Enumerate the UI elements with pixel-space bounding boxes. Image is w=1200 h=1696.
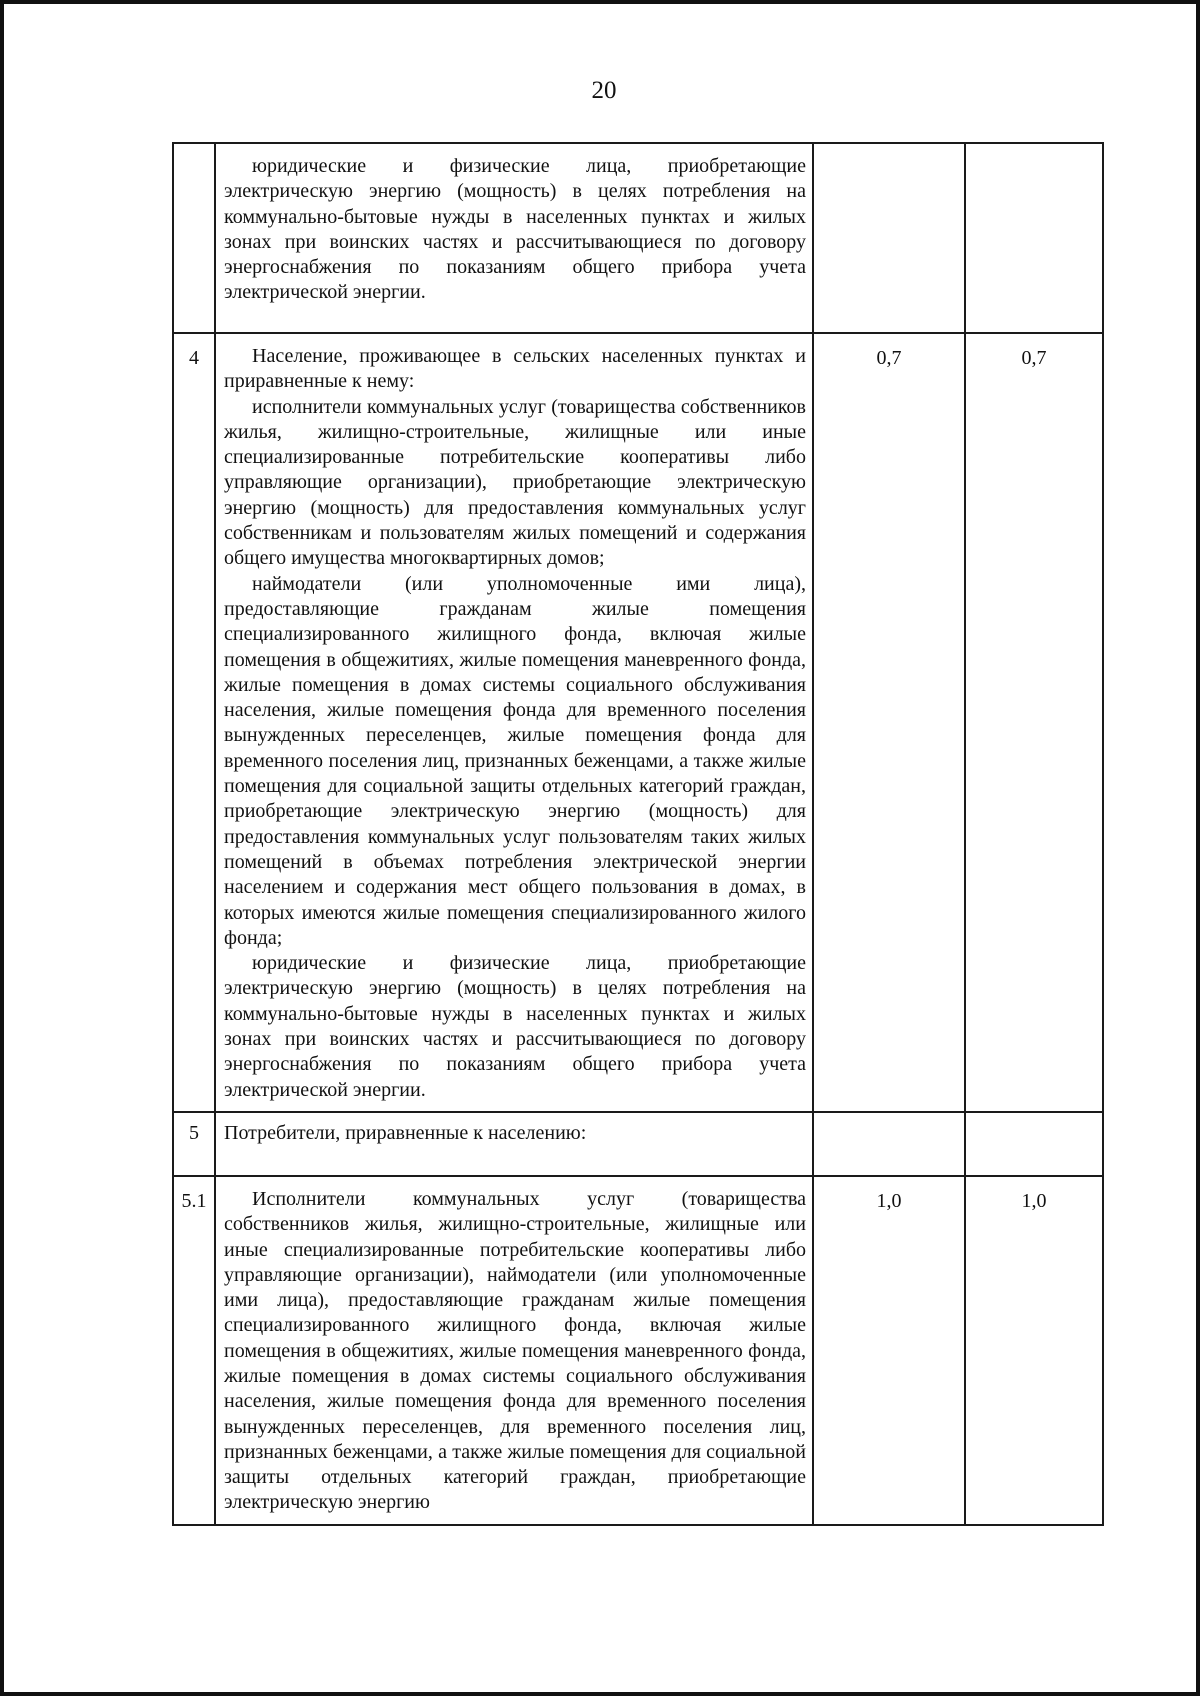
paragraph: юридические и физические лица, приобретающие электрическую энергию (мощность) в целях потребления на коммунально-бытовые нужды в населенных пунктах и жилых зонах при воинских частях и рассчитывающиеся по договору энергоснабжения по показаниям общего прибора учета электрической энергии.: [224, 155, 806, 304]
value-column-2: [965, 143, 1103, 333]
row-number: 4: [173, 333, 215, 1112]
paragraph: юридические и физические лица, приобретающие электрическую энергию (мощность) в целях потребления на коммунально-бытовые нужды в населенных пунктах и жилых зонах при воинских частях и рассчитывающиеся по договору энергоснабжения по показаниям общего прибора учета электрической энергии.: [224, 952, 806, 1101]
value-column-2: [965, 1112, 1103, 1176]
row-description: [215, 333, 813, 1112]
value-column-1: [813, 1112, 965, 1176]
value-column-1: 1,0: [813, 1176, 965, 1525]
value-column-1: [813, 143, 965, 333]
table-row: [173, 1112, 1103, 1176]
row-description: [215, 1176, 813, 1525]
value-column-1: 0,7: [813, 333, 965, 1112]
table-row: [173, 1176, 1103, 1525]
tariff-table: [172, 142, 1104, 1526]
value-column-2: 0,7: [965, 333, 1103, 1112]
paragraph: Население, проживающее в сельских населенных пунктах и приравненные к нему:: [224, 345, 806, 393]
row-number: [173, 143, 215, 333]
row-description: [215, 143, 813, 333]
row-number: 5: [173, 1112, 215, 1176]
paragraph: Потребители, приравненные к населению:: [224, 1121, 587, 1144]
table-row: [173, 333, 1103, 1112]
page-number: 20: [591, 77, 617, 104]
paragraph: наймодатели (или уполномоченные ими лица), предоставляющие гражданам жилые помещения специализированного жилищного фонда, включая жилые помещения в общежитиях, жилые помещения маневренного фонда, жилые помещения в домах системы социального обслуживания населения, жилые помещения фонда для временного поселения вынужденных переселенцев, жилые помещения фонда для временного поселения лиц, признанных беженцами, а также жилые помещения для социальной защиты отдельных категорий граждан, приобретающие электрическую энергию (мощность) для предоставления коммунальных услуг пользователям таких жилых помещений в объемах потребления электрической энергии населением и содержания мест общего пользования в домах, в которых имеются жилые помещения специализированного жилого фонда;: [224, 572, 806, 949]
table-row: [173, 143, 1103, 333]
row-description: [215, 1112, 813, 1176]
value-column-2: 1,0: [965, 1176, 1103, 1525]
paragraph: Исполнители коммунальных услуг (товарищества собственников жилья, жилищно-строительные, жилищные или иные специализированные потребительские кооперативы либо управляющие организации), наймодатели (или уполномоченные ими лица), предоставляющие гражданам жилые помещения специализированного жилищного фонда, включая жилые помещения в общежитиях, жилые помещения маневренного фонда, жилые помещения в домах системы социального обслуживания населения, жилые помещения фонда для временного поселения вынужденных переселенцев, для временного поселения лиц, признанных беженцами, а также жилые помещения для социальной защиты отдельных категорий граждан, приобретающие электрическую энергию: [224, 1187, 806, 1514]
paragraph: исполнители коммунальных услуг (товарищества собственников жилья, жилищно-строительные, жилищные или иные специализированные потребительские кооперативы либо управляющие организации), приобретающие электрическую энергию (мощность) для предоставления коммунальных услуг собственникам и пользователям жилых помещений и содержания общего имущества многоквартирных домов;: [224, 395, 806, 570]
row-number: 5.1: [173, 1176, 215, 1525]
